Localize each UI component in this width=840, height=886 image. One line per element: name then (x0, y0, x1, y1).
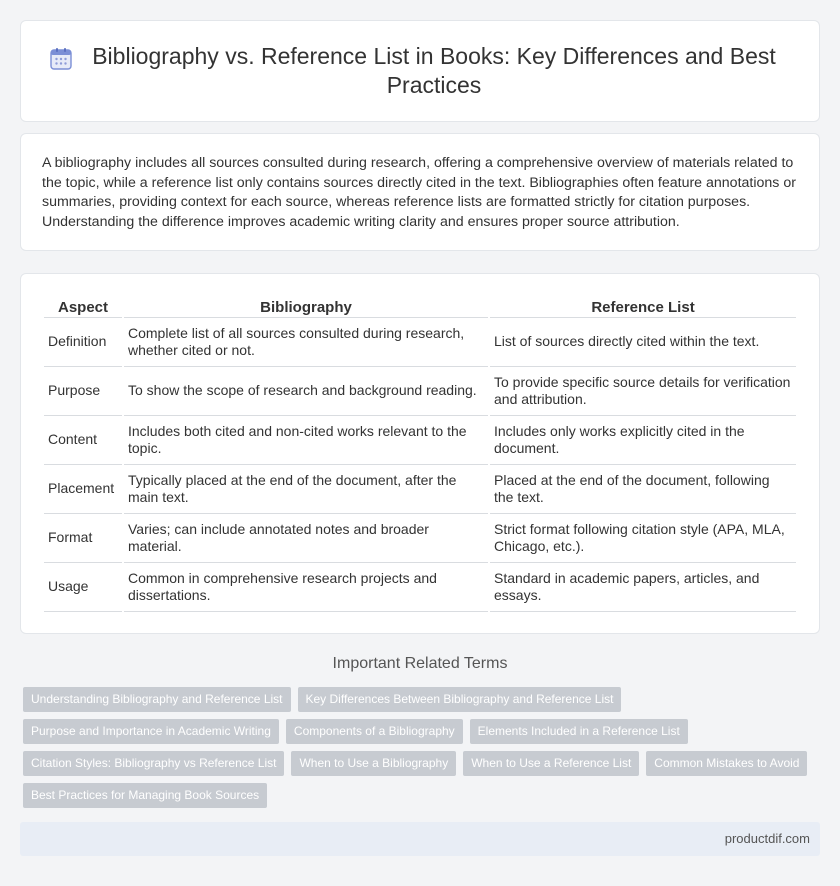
related-term-tag[interactable]: Understanding Bibliography and Reference List (23, 687, 291, 712)
related-terms-heading: Important Related Terms (332, 655, 508, 672)
table-row (44, 563, 796, 612)
related-term-tag[interactable]: Key Differences Between Bibliography and Reference List (298, 687, 622, 712)
intro-card (20, 133, 820, 251)
reference-list-cell: Placed at the end of the document, following the text. (490, 465, 796, 514)
related-term-tag[interactable]: When to Use a Reference List (463, 751, 639, 776)
table-row (44, 367, 796, 416)
intro-paragraph: A bibliography includes all sources consulted during research, offering a comprehensive overview of materials related to the topic, while a reference list only contains sources directly cited in the text. Bibliographies often feature annotations or summaries, providing context for each source, whereas reference lists are formatted strictly for citation purposes. Understanding the difference improves academic writing clarity and ensures proper source attribution. (42, 155, 796, 230)
reference-list-cell: Strict format following citation style (APA, MLA, Chicago, etc.). (490, 514, 796, 563)
header-bibliography: Bibliography (124, 296, 488, 318)
related-term-tag[interactable]: Citation Styles: Bibliography vs Reference List (23, 751, 284, 776)
related-term-tag[interactable]: Purpose and Importance in Academic Writing (23, 719, 279, 744)
bibliography-cell: Common in comprehensive research projects and dissertations. (124, 563, 488, 612)
header-aspect: Aspect (44, 296, 122, 318)
footer-site-link[interactable]: productdif.com (724, 831, 810, 846)
bibliography-cell: Complete list of all sources consulted during research, whether cited or not. (124, 318, 488, 367)
table-header-row (44, 296, 796, 318)
related-term-tag[interactable]: Components of a Bibliography (286, 719, 463, 744)
reference-list-cell: Includes only works explicitly cited in the document. (490, 416, 796, 465)
header-reference-list: Reference List (490, 296, 796, 318)
table-row (44, 465, 796, 514)
related-term-tag[interactable]: Common Mistakes to Avoid (646, 751, 807, 776)
aspect-cell: Format (44, 514, 122, 563)
comparison-table-card (20, 273, 820, 634)
reference-list-cell: Standard in academic papers, articles, and essays. (490, 563, 796, 612)
aspect-cell: Purpose (44, 367, 122, 416)
related-term-tag[interactable]: Elements Included in a Reference List (470, 719, 688, 744)
page-title: Bibliography vs. Reference List in Books: Key Differences and Best Practices (92, 43, 776, 98)
footer-bar (20, 822, 820, 856)
reference-list-cell: To provide specific source details for verification and attribution. (490, 367, 796, 416)
bibliography-cell: Includes both cited and non-cited works relevant to the topic. (124, 416, 488, 465)
table-row (44, 416, 796, 465)
table-row (44, 318, 796, 367)
related-term-tag[interactable]: Best Practices for Managing Book Sources (23, 783, 267, 808)
related-terms-tags (23, 687, 813, 808)
aspect-cell: Usage (44, 563, 122, 612)
aspect-cell: Content (44, 416, 122, 465)
comparison-table (42, 296, 798, 612)
header-card (20, 20, 820, 122)
table-row (44, 514, 796, 563)
bibliography-cell: Typically placed at the end of the document, after the main text. (124, 465, 488, 514)
bibliography-cell: Varies; can include annotated notes and broader material. (124, 514, 488, 563)
related-term-tag[interactable]: When to Use a Bibliography (291, 751, 456, 776)
reference-list-cell: List of sources directly cited within the text. (490, 318, 796, 367)
aspect-cell: Definition (44, 318, 122, 367)
bibliography-cell: To show the scope of research and background reading. (124, 367, 488, 416)
aspect-cell: Placement (44, 465, 122, 514)
